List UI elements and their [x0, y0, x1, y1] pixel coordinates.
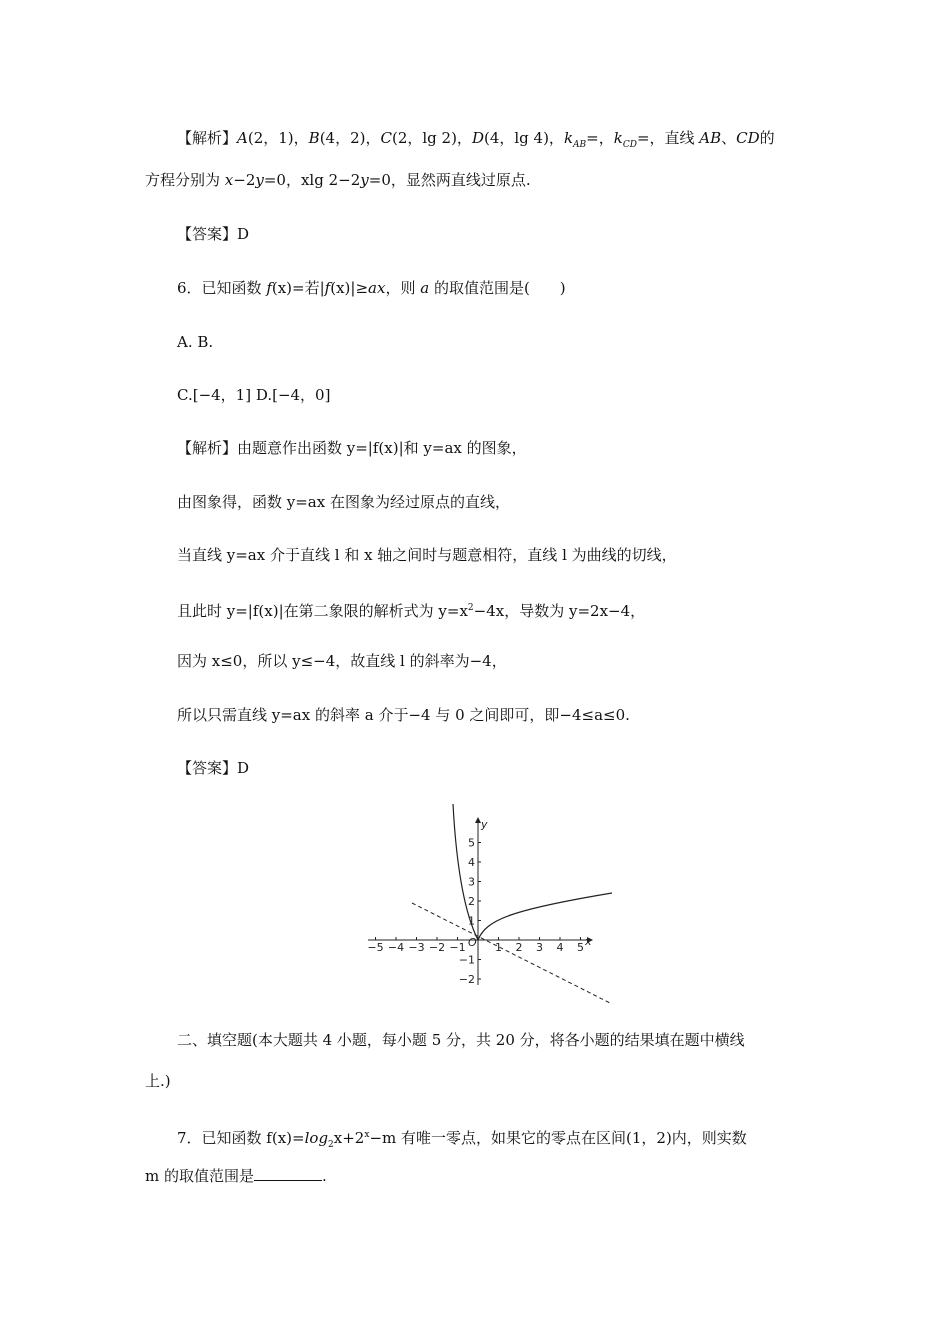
y-tick-label: 2 — [468, 895, 475, 908]
point-a-coords: (2，1)， — [247, 129, 309, 147]
y-tick-label: 4 — [468, 856, 475, 869]
x-tick-label: 2 — [515, 941, 523, 954]
q6-analysis-line3: 当直线 y=ax 介于直线 l 和 x 轴之间时与题意相符，直线 l 为曲线的切线， — [177, 546, 677, 564]
x-tick-label: −2 — [428, 941, 446, 954]
y-axis-label: y — [481, 818, 488, 831]
q6-answer: 【答案】D — [177, 759, 250, 777]
text-segment: x+2 — [333, 1129, 365, 1147]
var-a: a — [420, 279, 430, 297]
q6-analysis-line4 — [177, 598, 645, 621]
line-cd: CD — [736, 129, 760, 147]
text-segment: −m 有唯一零点，如果它的零点在区间(1，2)内，则实数 — [369, 1129, 747, 1147]
q6-analysis-line2: 由图象得，函数 y=ax 在图象为经过原点的直线， — [177, 493, 510, 511]
point-c-coords: (2，lg 2)， — [391, 129, 472, 147]
text-segment: 且此时 y=|f(x)|在第二象限的解析式为 y=x — [177, 602, 468, 620]
text-segment: −2 — [233, 171, 256, 189]
y-tick-label: 3 — [468, 875, 475, 889]
q6-analysis-line1: 【解析】由题意作出函数 y=|f(x)|和 y=ax 的图象， — [177, 439, 527, 457]
x-tick-label: 5 — [577, 941, 584, 954]
text-segment: 7．已知函数 f(x)= — [177, 1129, 305, 1147]
section2-line2: 上.) — [145, 1072, 171, 1090]
text-segment: m 的取值范围是 — [145, 1167, 254, 1185]
x-tick-label: −1 — [449, 941, 466, 954]
answer-blank[interactable] — [254, 1166, 322, 1181]
q6-options-ab: A. B. — [177, 333, 214, 351]
y-tick-label: 5 — [468, 836, 475, 850]
var-y: y — [360, 171, 369, 189]
slope-cd-eq: =，直线 — [636, 129, 700, 147]
q7-line2 — [145, 1166, 327, 1186]
q6-options-cd: C.[−4，1] D.[−4，0] — [177, 386, 331, 404]
section2-line1: 二、填空题(本大题共 4 小题，每小题 5 分，共 20 分，将各小题的结果填在题中横线 — [177, 1031, 745, 1049]
text-segment: =0，显然两直线过原点. — [368, 171, 531, 189]
slope-cd-sub: CD — [622, 140, 637, 150]
x-tick-label: −5 — [367, 941, 384, 954]
x-tick-label: −3 — [408, 941, 425, 954]
x-tick-label: 1 — [495, 941, 502, 954]
y-tick-label: −2 — [458, 973, 475, 986]
function-graph — [360, 800, 620, 1010]
var-ax: ax — [368, 279, 386, 297]
text-segment: 的取值范围是( ) — [429, 279, 566, 297]
q7-line1 — [177, 1125, 747, 1155]
var-x: x — [224, 171, 234, 189]
q6-analysis-line5: 因为 x≤0，所以 y≤−4，故直线 l 的斜率为−4， — [177, 652, 507, 670]
point-d: D — [471, 129, 484, 147]
text-segment: =若| — [292, 279, 325, 297]
log-symbol: log — [304, 1129, 329, 1147]
text-segment: (x) — [330, 279, 351, 297]
x-tick-label: −4 — [387, 941, 405, 954]
point-c: C — [380, 129, 392, 147]
point-d-coords: (4，lg 4)， — [483, 129, 564, 147]
slope-ab-eq: =， — [586, 129, 614, 147]
x-tick-label: 3 — [536, 941, 543, 954]
curve-right-branch — [478, 893, 612, 940]
p5-analysis-line1 — [177, 128, 775, 155]
particle: 的 — [759, 129, 775, 147]
func-f: f — [324, 279, 331, 297]
p5-answer: 【答案】D — [177, 225, 250, 243]
p5-analysis-line2 — [145, 170, 531, 190]
y-tick-label: 1 — [468, 914, 475, 928]
text-segment: =0，xlg 2−2 — [263, 171, 361, 189]
q6-analysis-line6: 所以只需直线 y=ax 的斜率 a 介于−4 与 0 之间即可，即−4≤a≤0. — [177, 706, 630, 724]
analysis-tag: 【解析】 — [177, 129, 238, 147]
text-segment: ，则 — [385, 279, 421, 297]
point-a: A — [237, 129, 248, 147]
line-ab: AB — [699, 129, 722, 147]
exponent: 2 — [467, 603, 474, 613]
point-b-coords: (4，2)， — [319, 129, 381, 147]
y-tick-label: −1 — [458, 953, 475, 967]
text-segment: −4x，导数为 y=2x−4， — [473, 602, 646, 620]
exponent: x — [364, 1130, 370, 1140]
x-axis-label: x — [585, 935, 592, 948]
text-segment: 方程分别为 — [145, 171, 225, 189]
text-segment: (x) — [271, 279, 293, 297]
origin-label: O — [468, 936, 477, 949]
x-tick-label: 4 — [556, 941, 564, 954]
text-segment: |≥ — [350, 279, 369, 297]
text-segment: 6．已知函数 — [177, 279, 267, 297]
separator: 、 — [721, 129, 737, 147]
q6-stem — [177, 278, 566, 298]
point-b: B — [308, 129, 320, 147]
slope-ab-sub: AB — [573, 140, 587, 150]
log-base: 2 — [328, 1140, 334, 1150]
func-f: f — [266, 279, 272, 297]
text-segment: . — [322, 1167, 327, 1185]
var-y: y — [255, 171, 264, 189]
slope-ab: k — [563, 129, 574, 147]
slope-cd: k — [613, 129, 623, 147]
